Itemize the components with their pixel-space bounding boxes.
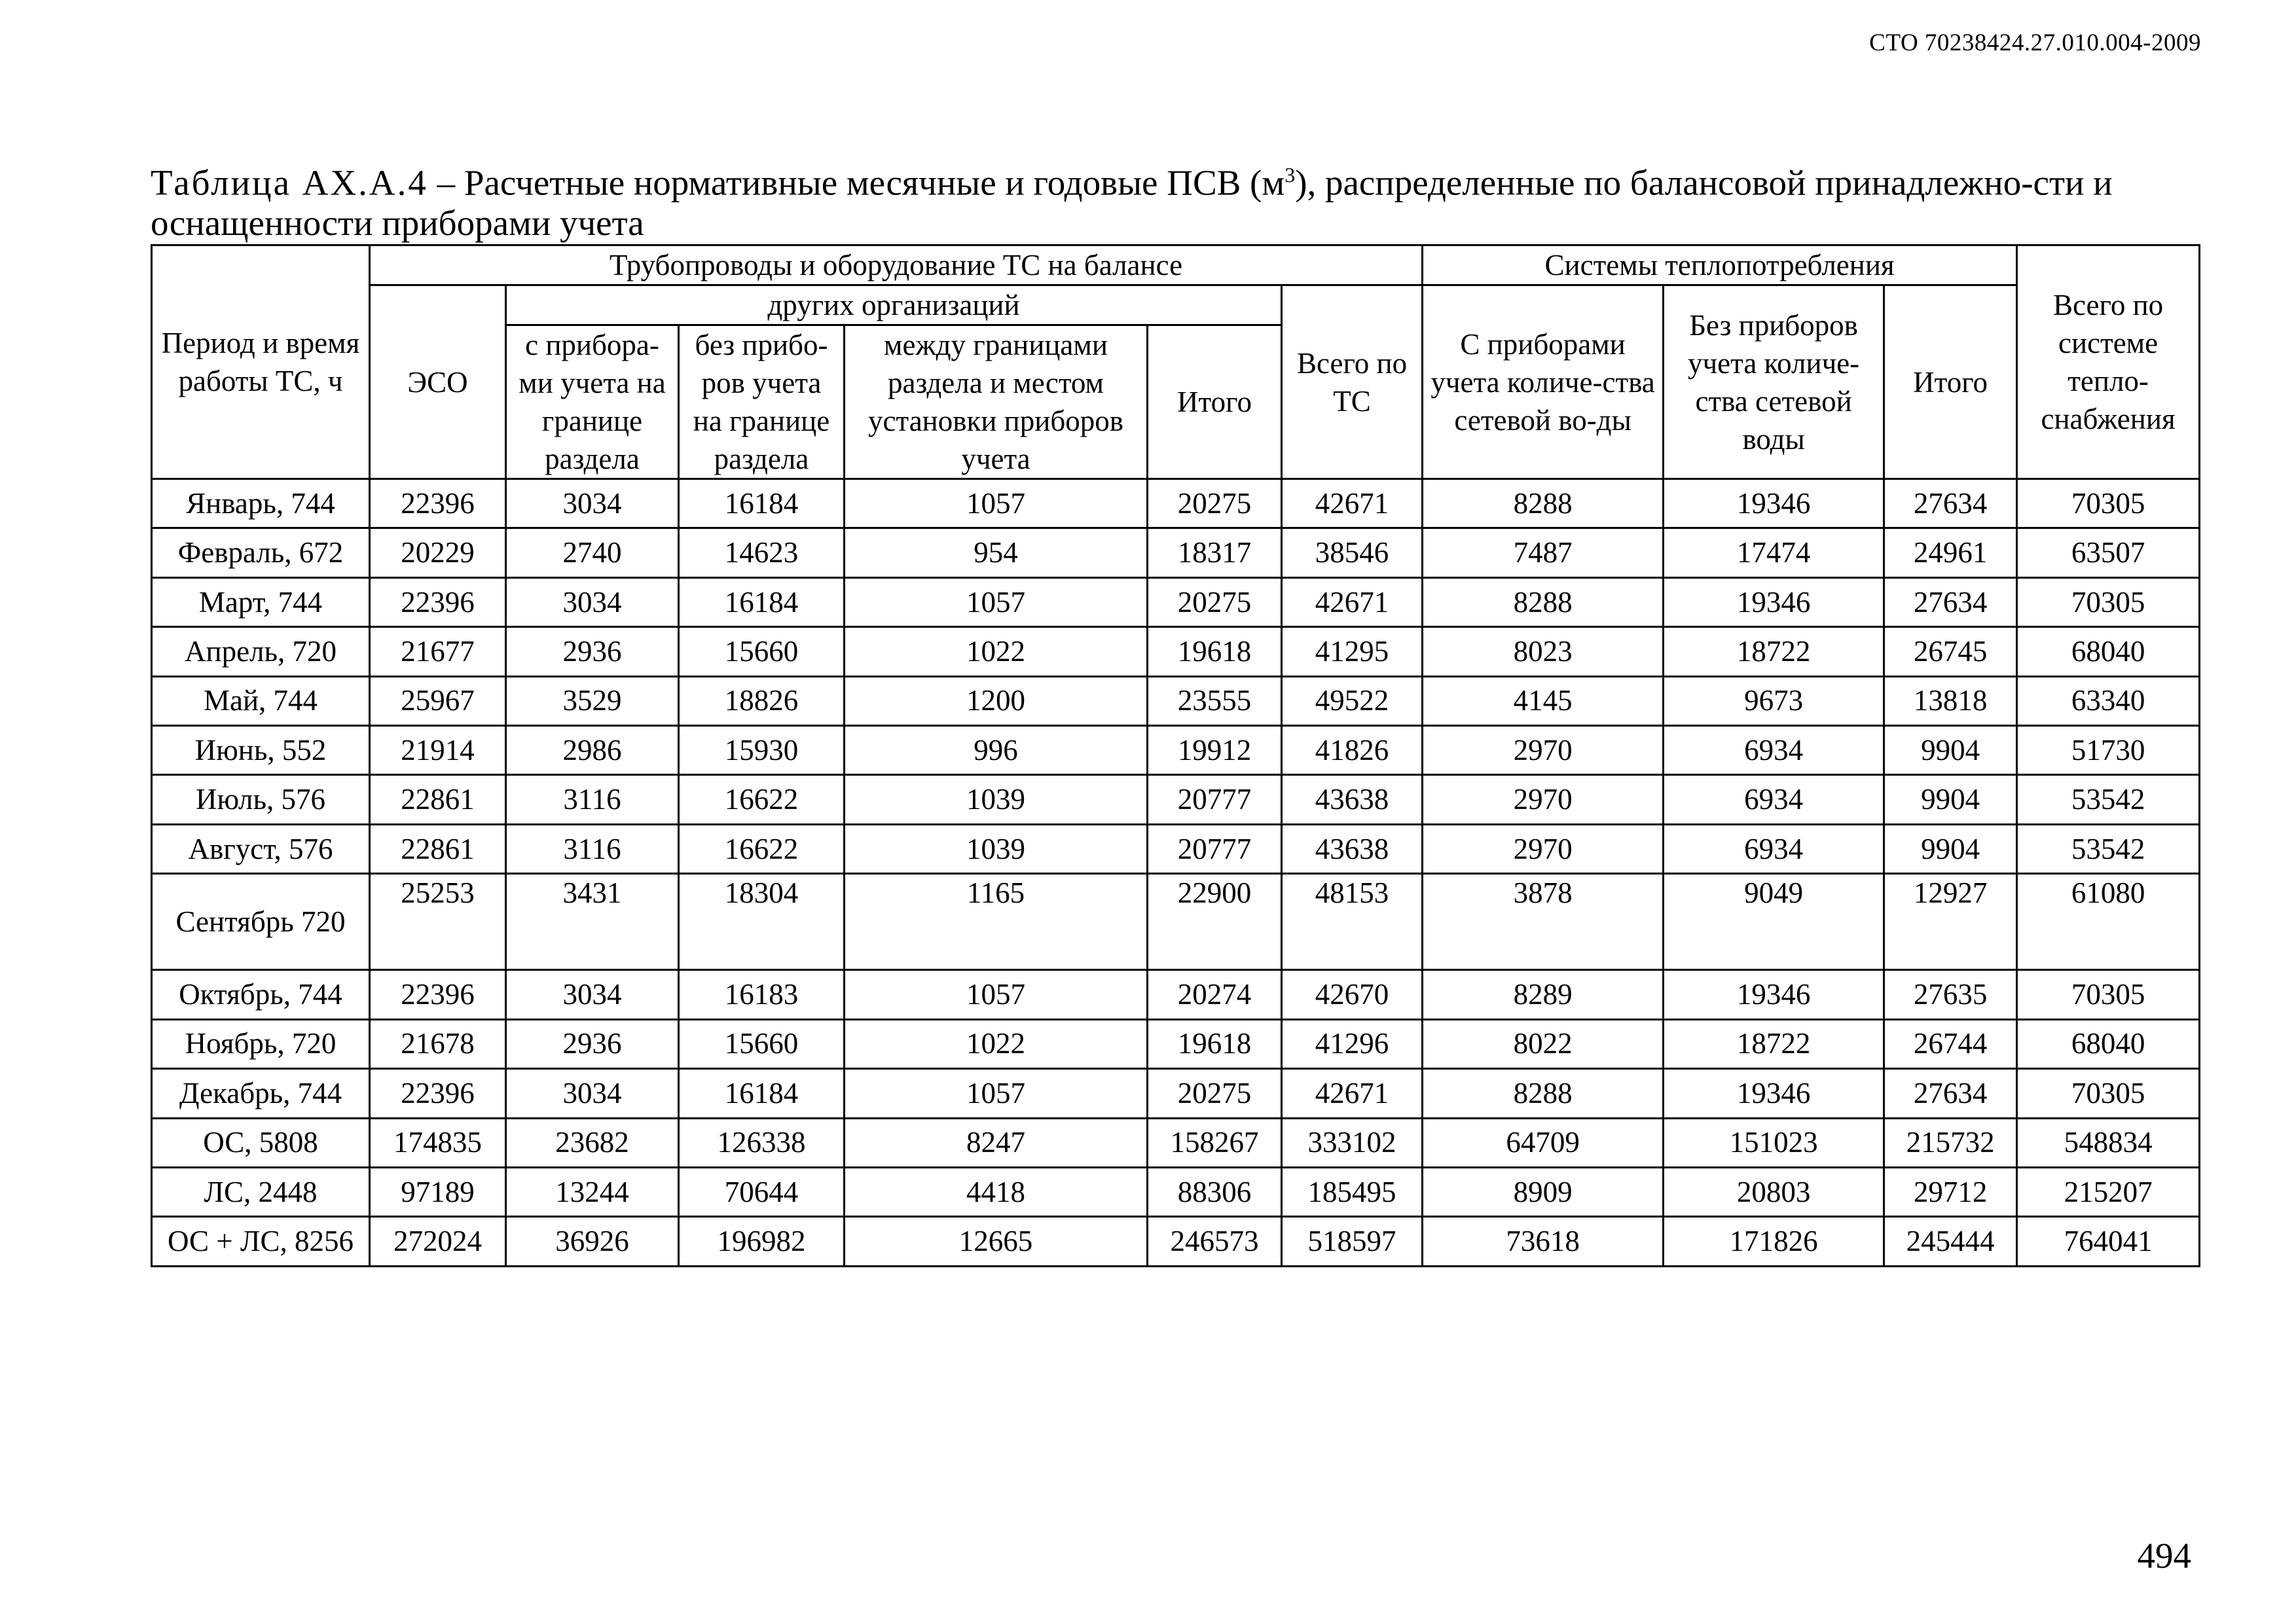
row-value-cell: 43638 <box>1282 775 1423 824</box>
table-row <box>152 577 2200 626</box>
table-row <box>152 1019 2200 1068</box>
row-value-cell: 8023 <box>1423 627 1664 676</box>
row-value-cell: 3034 <box>506 970 679 1019</box>
caption-dash: – <box>437 162 456 203</box>
row-value-cell: 22396 <box>370 1069 506 1118</box>
row-value-cell: 26744 <box>1884 1019 2017 1068</box>
header-without-meters-boundary: без прибо-ров учета на границе раздела <box>679 325 845 479</box>
row-value-cell: 43638 <box>1282 824 1423 873</box>
row-value-cell: 48153 <box>1282 874 1423 970</box>
row-period-cell: Сентябрь 720 <box>152 874 370 970</box>
row-value-cell: 53542 <box>2017 824 2200 873</box>
row-value-cell: 20229 <box>370 528 506 577</box>
row-value-cell: 2740 <box>506 528 679 577</box>
row-value-cell: 272024 <box>370 1217 506 1267</box>
row-value-cell: 333102 <box>1282 1118 1423 1167</box>
row-value-cell: 42671 <box>1282 1069 1423 1118</box>
row-value-cell: 764041 <box>2017 1217 2200 1267</box>
row-value-cell: 17474 <box>1664 528 1884 577</box>
header-with-meters-water: С приборами учета количе-ства сетевой во-ды <box>1423 285 1664 479</box>
row-value-cell: 19618 <box>1148 1019 1282 1068</box>
table-row <box>152 676 2200 725</box>
row-value-cell: 174835 <box>370 1118 506 1167</box>
row-value-cell: 16184 <box>679 577 845 626</box>
row-value-cell: 70305 <box>2017 1069 2200 1118</box>
table-row <box>152 1168 2200 1217</box>
table-body <box>152 479 2200 1267</box>
row-value-cell: 22396 <box>370 577 506 626</box>
row-period-cell: ОС, 5808 <box>152 1118 370 1167</box>
row-value-cell: 21677 <box>370 627 506 676</box>
row-value-cell: 38546 <box>1282 528 1423 577</box>
row-value-cell: 26745 <box>1884 627 2017 676</box>
header-total-ts: Всего по ТС <box>1282 285 1423 479</box>
row-period-cell: Август, 576 <box>152 824 370 873</box>
row-value-cell: 27635 <box>1884 970 2017 1019</box>
row-value-cell: 1022 <box>845 627 1148 676</box>
row-value-cell: 246573 <box>1148 1217 1282 1267</box>
table-row <box>152 479 2200 528</box>
row-value-cell: 70305 <box>2017 479 2200 528</box>
row-value-cell: 53542 <box>2017 775 2200 824</box>
row-period-cell: Ноябрь, 720 <box>152 1019 370 1068</box>
row-value-cell: 1200 <box>845 676 1148 725</box>
row-value-cell: 3034 <box>506 1069 679 1118</box>
header-with-meters-boundary: с прибора-ми учета на границе раздела <box>506 325 679 479</box>
row-value-cell: 1057 <box>845 577 1148 626</box>
row-value-cell: 158267 <box>1148 1118 1282 1167</box>
table-row <box>152 1118 2200 1167</box>
row-value-cell: 42670 <box>1282 970 1423 1019</box>
row-value-cell: 2986 <box>506 726 679 775</box>
row-value-cell: 9904 <box>1884 775 2017 824</box>
row-value-cell: 3116 <box>506 775 679 824</box>
header-subtotal-other: Итого <box>1148 325 1282 479</box>
row-value-cell: 7487 <box>1423 528 1664 577</box>
row-period-cell: ЛС, 2448 <box>152 1168 370 1217</box>
row-value-cell: 25253 <box>370 874 506 970</box>
row-value-cell: 2936 <box>506 627 679 676</box>
table-row <box>152 627 2200 676</box>
row-value-cell: 29712 <box>1884 1168 2017 1217</box>
row-value-cell: 68040 <box>2017 1019 2200 1068</box>
row-value-cell: 20275 <box>1148 577 1282 626</box>
row-value-cell: 8288 <box>1423 479 1664 528</box>
row-value-cell: 70305 <box>2017 577 2200 626</box>
row-value-cell: 6934 <box>1664 726 1884 775</box>
header-group-pipelines: Трубопроводы и оборудование ТС на балансе <box>370 245 1423 285</box>
header-subtotal-consumption: Итого <box>1884 285 2017 479</box>
row-value-cell: 22396 <box>370 970 506 1019</box>
row-value-cell: 19346 <box>1664 1069 1884 1118</box>
row-value-cell: 14623 <box>679 528 845 577</box>
row-value-cell: 73618 <box>1423 1217 1664 1267</box>
row-value-cell: 27634 <box>1884 577 2017 626</box>
row-value-cell: 9904 <box>1884 824 2017 873</box>
row-value-cell: 1057 <box>845 479 1148 528</box>
row-value-cell: 2970 <box>1423 775 1664 824</box>
row-value-cell: 63340 <box>2017 676 2200 725</box>
row-value-cell: 3116 <box>506 824 679 873</box>
row-value-cell: 41826 <box>1282 726 1423 775</box>
row-value-cell: 245444 <box>1884 1217 2017 1267</box>
row-value-cell: 1039 <box>845 775 1148 824</box>
row-value-cell: 36926 <box>506 1217 679 1267</box>
row-value-cell: 16184 <box>679 1069 845 1118</box>
table-row <box>152 726 2200 775</box>
row-value-cell: 1022 <box>845 1019 1148 1068</box>
row-period-cell: ОС + ЛС, 8256 <box>152 1217 370 1267</box>
document-code: СТО 70238424.27.010.004-2009 <box>1869 29 2201 56</box>
row-value-cell: 8288 <box>1423 577 1664 626</box>
row-value-cell: 9049 <box>1664 874 1884 970</box>
row-value-cell: 16622 <box>679 775 845 824</box>
row-value-cell: 22861 <box>370 775 506 824</box>
row-value-cell: 9904 <box>1884 726 2017 775</box>
row-value-cell: 1057 <box>845 970 1148 1019</box>
row-value-cell: 2936 <box>506 1019 679 1068</box>
row-value-cell: 4145 <box>1423 676 1664 725</box>
row-value-cell: 954 <box>845 528 1148 577</box>
row-value-cell: 3034 <box>506 577 679 626</box>
row-value-cell: 42671 <box>1282 479 1423 528</box>
table-row <box>152 824 2200 873</box>
row-value-cell: 19346 <box>1664 970 1884 1019</box>
row-value-cell: 13244 <box>506 1168 679 1217</box>
row-value-cell: 15930 <box>679 726 845 775</box>
row-value-cell: 27634 <box>1884 1069 2017 1118</box>
row-value-cell: 27634 <box>1884 479 2017 528</box>
caption-text: Расчетные нормативные месячные и годовые ПСВ (м <box>464 162 1285 203</box>
row-value-cell: 19346 <box>1664 577 1884 626</box>
row-period-cell: Апрель, 720 <box>152 627 370 676</box>
row-value-cell: 8288 <box>1423 1069 1664 1118</box>
row-value-cell: 22396 <box>370 479 506 528</box>
row-value-cell: 16183 <box>679 970 845 1019</box>
row-value-cell: 23555 <box>1148 676 1282 725</box>
row-value-cell: 18826 <box>679 676 845 725</box>
row-value-cell: 41296 <box>1282 1019 1423 1068</box>
data-table <box>151 244 2200 1267</box>
row-value-cell: 63507 <box>2017 528 2200 577</box>
row-value-cell: 4418 <box>845 1168 1148 1217</box>
row-value-cell: 18722 <box>1664 1019 1884 1068</box>
row-value-cell: 8909 <box>1423 1168 1664 1217</box>
row-value-cell: 51730 <box>2017 726 2200 775</box>
row-value-cell: 1165 <box>845 874 1148 970</box>
row-value-cell: 70305 <box>2017 970 2200 1019</box>
row-value-cell: 1039 <box>845 824 1148 873</box>
row-value-cell: 12665 <box>845 1217 1148 1267</box>
row-value-cell: 24961 <box>1884 528 2017 577</box>
row-value-cell: 15660 <box>679 627 845 676</box>
row-value-cell: 2970 <box>1423 824 1664 873</box>
row-value-cell: 185495 <box>1282 1168 1423 1217</box>
row-value-cell: 19912 <box>1148 726 1282 775</box>
row-period-cell: Декабрь, 744 <box>152 1069 370 1118</box>
row-value-cell: 20275 <box>1148 479 1282 528</box>
row-value-cell: 21678 <box>370 1019 506 1068</box>
header-eso: ЭСО <box>370 285 506 479</box>
row-value-cell: 97189 <box>370 1168 506 1217</box>
row-value-cell: 1057 <box>845 1069 1148 1118</box>
table-row <box>152 528 2200 577</box>
row-value-cell: 19346 <box>1664 479 1884 528</box>
table-row <box>152 874 2200 970</box>
row-value-cell: 548834 <box>2017 1118 2200 1167</box>
row-value-cell: 20274 <box>1148 970 1282 1019</box>
row-value-cell: 8289 <box>1423 970 1664 1019</box>
row-value-cell: 68040 <box>2017 627 2200 676</box>
header-without-meters-water: Без приборов учета количе-ства сетевой воды <box>1664 285 1884 479</box>
row-value-cell: 16184 <box>679 479 845 528</box>
table-header <box>152 245 2200 479</box>
row-value-cell: 126338 <box>679 1118 845 1167</box>
row-value-cell: 20803 <box>1664 1168 1884 1217</box>
row-value-cell: 23682 <box>506 1118 679 1167</box>
caption-tag: Таблица АХ.А.4 <box>151 162 428 203</box>
row-period-cell: Январь, 744 <box>152 479 370 528</box>
row-value-cell: 18304 <box>679 874 845 970</box>
row-value-cell: 15660 <box>679 1019 845 1068</box>
row-value-cell: 20777 <box>1148 824 1282 873</box>
row-value-cell: 61080 <box>2017 874 2200 970</box>
row-period-cell: Март, 744 <box>152 577 370 626</box>
row-value-cell: 2970 <box>1423 726 1664 775</box>
row-value-cell: 41295 <box>1282 627 1423 676</box>
row-value-cell: 171826 <box>1664 1217 1884 1267</box>
row-value-cell: 9673 <box>1664 676 1884 725</box>
row-value-cell: 3034 <box>506 479 679 528</box>
row-value-cell: 3431 <box>506 874 679 970</box>
page-number: 494 <box>2137 1536 2191 1576</box>
caption-superscript: 3 <box>1285 163 1296 187</box>
row-value-cell: 8247 <box>845 1118 1148 1167</box>
row-value-cell: 6934 <box>1664 824 1884 873</box>
header-other-orgs: других организаций <box>506 285 1282 325</box>
row-value-cell: 151023 <box>1664 1118 1884 1167</box>
table-row <box>152 775 2200 824</box>
row-value-cell: 70644 <box>679 1168 845 1217</box>
row-value-cell: 49522 <box>1282 676 1423 725</box>
row-value-cell: 42671 <box>1282 577 1423 626</box>
row-value-cell: 12927 <box>1884 874 2017 970</box>
row-value-cell: 518597 <box>1282 1217 1423 1267</box>
row-value-cell: 13818 <box>1884 676 2017 725</box>
table-row <box>152 1069 2200 1118</box>
row-period-cell: Октябрь, 744 <box>152 970 370 1019</box>
row-value-cell: 88306 <box>1148 1168 1282 1217</box>
row-period-cell: Июль, 576 <box>152 775 370 824</box>
row-value-cell: 64709 <box>1423 1118 1664 1167</box>
header-total-system: Всего по системе тепло-снабжения <box>2017 245 2200 479</box>
row-value-cell: 19618 <box>1148 627 1282 676</box>
row-period-cell: Февраль, 672 <box>152 528 370 577</box>
header-between-boundary: между границами раздела и местом установки приборов учета <box>845 325 1148 479</box>
row-value-cell: 215207 <box>2017 1168 2200 1217</box>
row-period-cell: Май, 744 <box>152 676 370 725</box>
row-value-cell: 21914 <box>370 726 506 775</box>
table-row <box>152 970 2200 1019</box>
row-value-cell: 3878 <box>1423 874 1664 970</box>
row-value-cell: 8022 <box>1423 1019 1664 1068</box>
row-value-cell: 3529 <box>506 676 679 725</box>
row-value-cell: 18722 <box>1664 627 1884 676</box>
row-period-cell: Июнь, 552 <box>152 726 370 775</box>
header-group-consumption: Системы теплопотребления <box>1423 245 2017 285</box>
row-value-cell: 20275 <box>1148 1069 1282 1118</box>
row-value-cell: 25967 <box>370 676 506 725</box>
row-value-cell: 22900 <box>1148 874 1282 970</box>
row-value-cell: 20777 <box>1148 775 1282 824</box>
row-value-cell: 215732 <box>1884 1118 2017 1167</box>
row-value-cell: 196982 <box>679 1217 845 1267</box>
row-value-cell: 18317 <box>1148 528 1282 577</box>
row-value-cell: 16622 <box>679 824 845 873</box>
header-period: Период и время работы ТС, ч <box>152 245 370 479</box>
caption-text-end: ), распределенные по балансовой принадлежно-сти и оснащенности приборами учета <box>151 162 2113 244</box>
table-caption <box>151 154 2200 244</box>
table-row <box>152 1217 2200 1267</box>
row-value-cell: 6934 <box>1664 775 1884 824</box>
row-value-cell: 22861 <box>370 824 506 873</box>
row-value-cell: 996 <box>845 726 1148 775</box>
